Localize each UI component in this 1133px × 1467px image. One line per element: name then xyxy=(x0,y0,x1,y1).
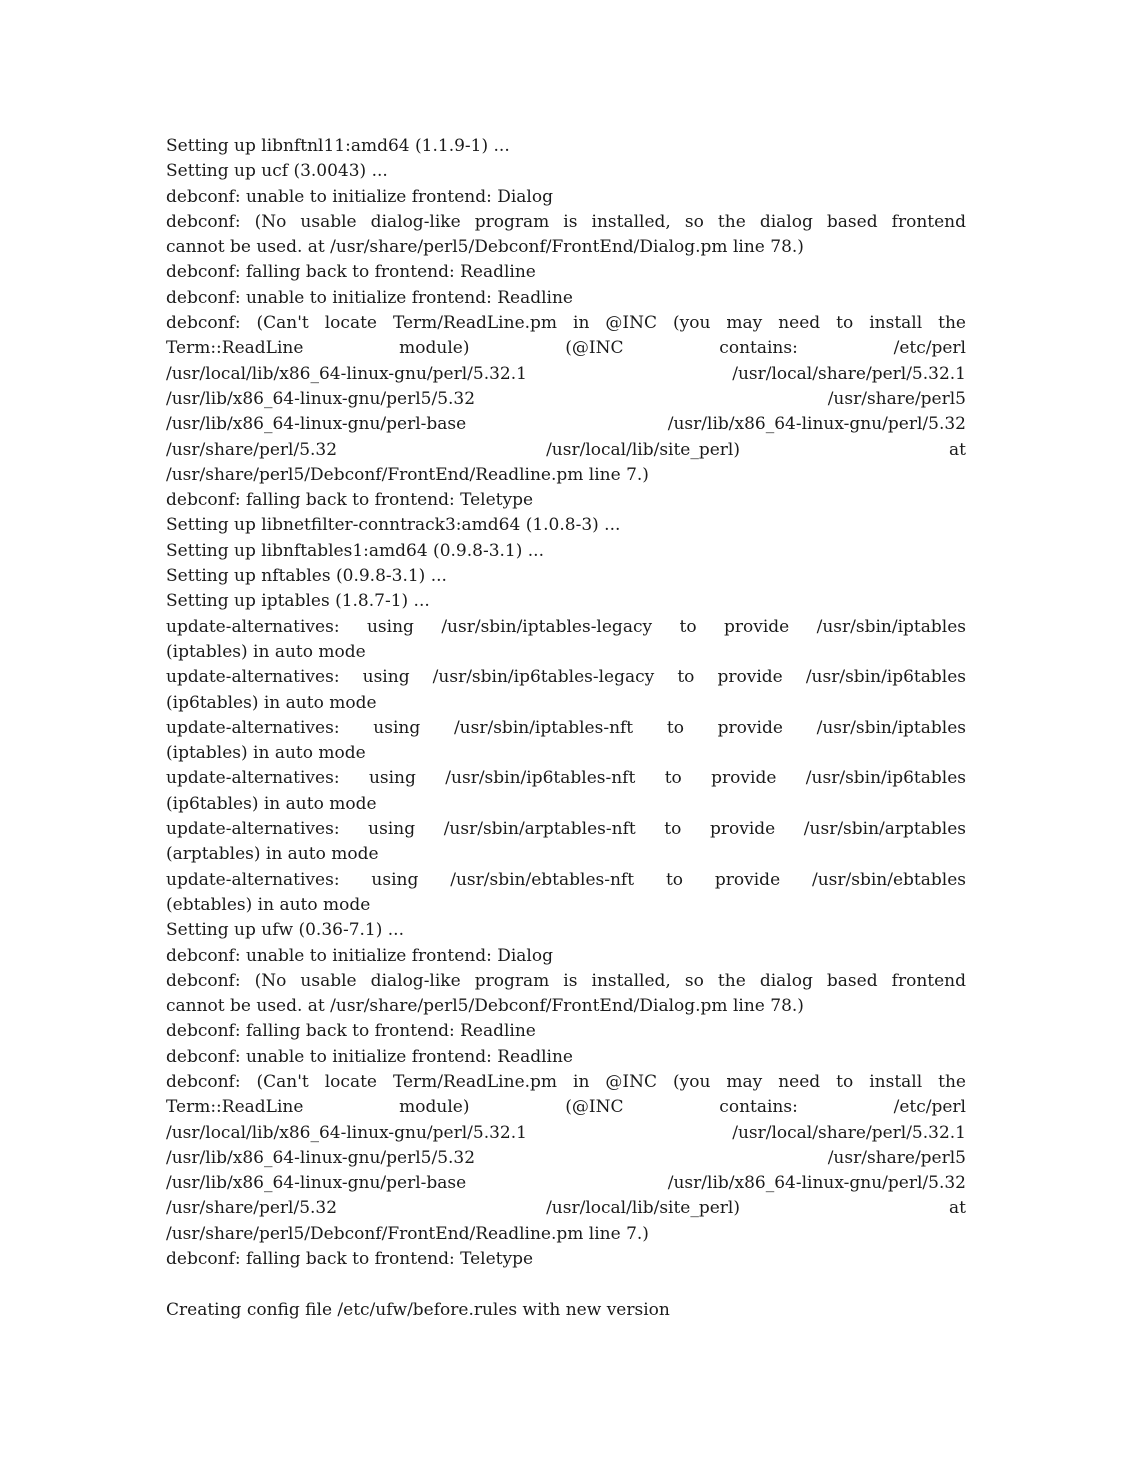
log-line: /usr/local/lib/x86_64-linux-gnu/perl/5.32.1 /usr/local/share/perl/5.32.1 xyxy=(166,363,966,384)
log-line: update-alternatives: using /usr/sbin/ip6tables-nft to provide /usr/sbin/ip6tables xyxy=(166,768,966,789)
log-line: debconf: unable to initialize frontend: Dialog xyxy=(166,186,553,207)
log-line: /usr/lib/x86_64-linux-gnu/perl-base /usr/lib/x86_64-linux-gnu/perl/5.32 xyxy=(166,414,966,435)
log-line: /usr/local/lib/x86_64-linux-gnu/perl/5.32.1 /usr/local/share/perl/5.32.1 xyxy=(166,1122,966,1143)
log-line: /usr/lib/x86_64-linux-gnu/perl5/5.32 /usr/share/perl5 xyxy=(166,388,966,409)
log-line: cannot be used. at /usr/share/perl5/Debconf/FrontEnd/Dialog.pm line 78.) xyxy=(166,237,804,258)
log-line: Setting up ucf (3.0043) ... xyxy=(166,161,388,182)
log-line: (ip6tables) in auto mode xyxy=(166,692,377,713)
log-line: Setting up iptables (1.8.7-1) ... xyxy=(166,591,430,612)
log-line: debconf: (No usable dialog-like program is installed, so the dialog based frontend xyxy=(166,970,966,991)
log-line: update-alternatives: using /usr/sbin/iptables-nft to provide /usr/sbin/iptables xyxy=(166,717,966,738)
log-line: (ip6tables) in auto mode xyxy=(166,793,377,814)
log-line: /usr/share/perl5/Debconf/FrontEnd/Readline.pm line 7.) xyxy=(166,1223,649,1244)
log-line: (iptables) in auto mode xyxy=(166,641,366,662)
log-line: /usr/share/perl/5.32 /usr/local/lib/site_perl) at xyxy=(166,439,966,460)
log-line: debconf: (Can't locate Term/ReadLine.pm in @INC (you may need to install the xyxy=(166,313,966,334)
log-line: update-alternatives: using /usr/sbin/arptables-nft to provide /usr/sbin/arptables xyxy=(166,819,966,840)
log-line: Setting up libnetfilter-conntrack3:amd64 (1.0.8-3) ... xyxy=(166,515,621,536)
log-line: /usr/share/perl/5.32 /usr/local/lib/site_perl) at xyxy=(166,1198,966,1219)
log-line: /usr/lib/x86_64-linux-gnu/perl5/5.32 /usr/share/perl5 xyxy=(166,1147,966,1168)
log-line: /usr/lib/x86_64-linux-gnu/perl-base /usr/lib/x86_64-linux-gnu/perl/5.32 xyxy=(166,1173,966,1194)
log-line: update-alternatives: using /usr/sbin/ebtables-nft to provide /usr/sbin/ebtables xyxy=(166,869,966,890)
log-line: debconf: falling back to frontend: Teletype xyxy=(166,490,534,511)
log-line: Setting up nftables (0.9.8-3.1) ... xyxy=(166,566,447,587)
blank-line xyxy=(166,1272,966,1297)
log-line: Setting up libnftables1:amd64 (0.9.8-3.1) ... xyxy=(166,540,544,561)
log-line: debconf: falling back to frontend: Readline xyxy=(166,1021,536,1042)
log-line: debconf: falling back to frontend: Readline xyxy=(166,262,536,283)
log-line: Term::ReadLine module) (@INC contains: /etc/perl xyxy=(166,1097,966,1118)
log-line: debconf: unable to initialize frontend: Readline xyxy=(166,287,573,308)
log-line: debconf: (No usable dialog-like program is installed, so the dialog based frontend xyxy=(166,211,966,232)
log-line: debconf: falling back to frontend: Teletype xyxy=(166,1249,534,1270)
log-line: debconf: (Can't locate Term/ReadLine.pm in @INC (you may need to install the xyxy=(166,1071,966,1092)
log-line: /usr/share/perl5/Debconf/FrontEnd/Readline.pm line 7.) xyxy=(166,464,649,485)
log-line: Term::ReadLine module) (@INC contains: /etc/perl xyxy=(166,338,966,359)
log-line: Creating config file /etc/ufw/before.rules with new version xyxy=(166,1299,670,1320)
log-line: Setting up libnftnl11:amd64 (1.1.9-1) ... xyxy=(166,136,510,156)
log-line: debconf: unable to initialize frontend: Dialog xyxy=(166,945,553,966)
log-line: update-alternatives: using /usr/sbin/iptables-legacy to provide /usr/sbin/iptables xyxy=(166,616,966,637)
log-line: debconf: unable to initialize frontend: Readline xyxy=(166,1046,573,1067)
log-line: (iptables) in auto mode xyxy=(166,743,366,764)
log-line: update-alternatives: using /usr/sbin/ip6tables-legacy to provide /usr/sbin/ip6tables xyxy=(166,667,966,688)
log-line: cannot be used. at /usr/share/perl5/Debconf/FrontEnd/Dialog.pm line 78.) xyxy=(166,996,804,1017)
log-line: (arptables) in auto mode xyxy=(166,844,379,865)
log-line: Setting up ufw (0.36-7.1) ... xyxy=(166,920,404,941)
log-line: (ebtables) in auto mode xyxy=(166,894,371,915)
terminal-log-text xyxy=(166,134,966,1323)
